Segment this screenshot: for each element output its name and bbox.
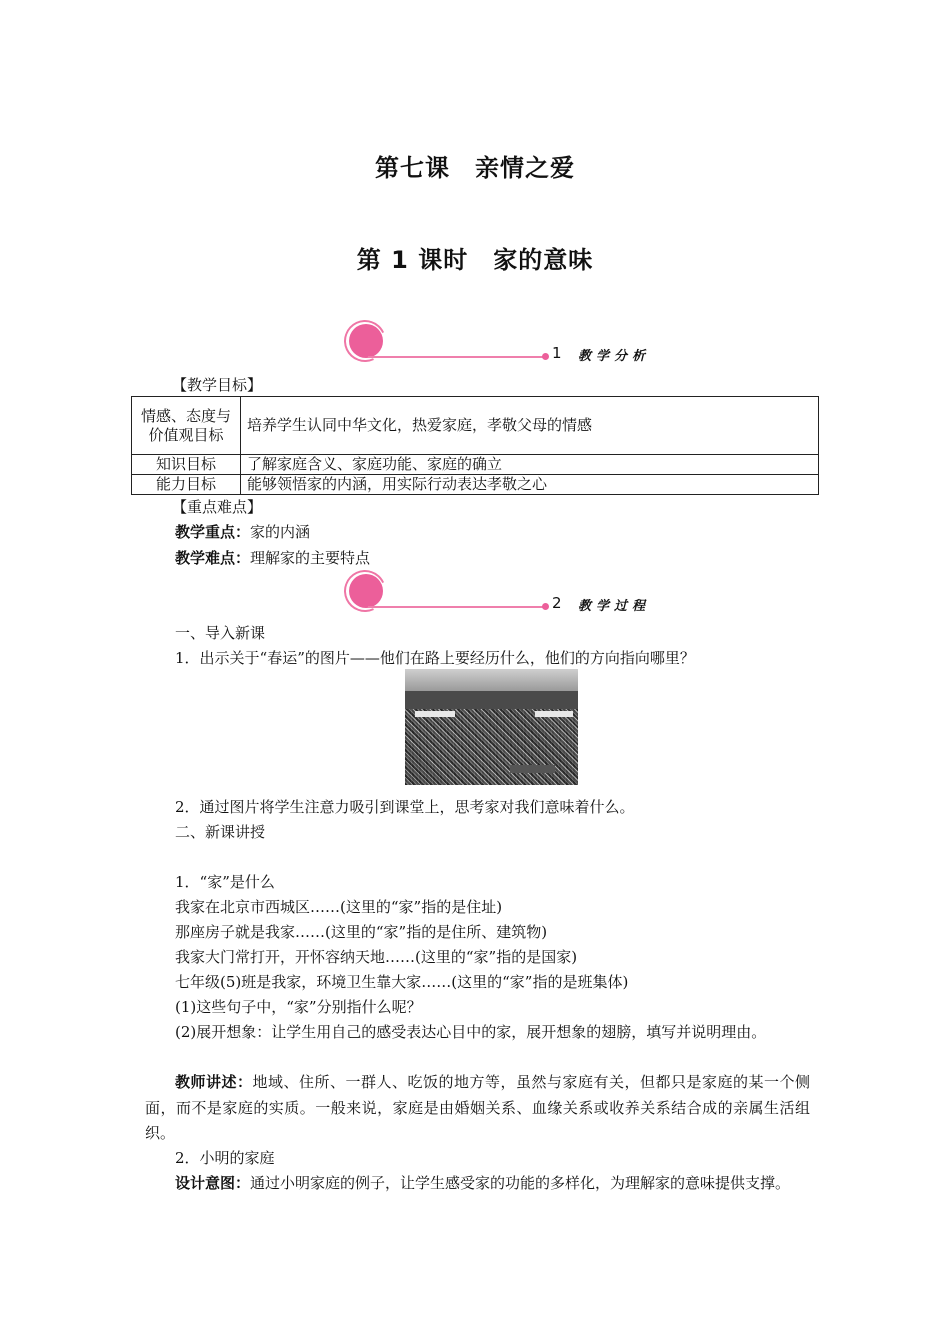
section-banner-analysis xyxy=(340,318,650,368)
teacher-narration xyxy=(145,1070,810,1147)
dot-icon xyxy=(542,353,549,360)
example-line: 我家在北京市西城区……(这里的“家”指的是住址) xyxy=(175,898,503,916)
intro-item-2: 2．通过图片将学生注意力吸引到课堂上，思考家对我们意味着什么。 xyxy=(175,798,635,816)
goal-value: 能够领悟家的内涵，用实际行动表达孝敬之心 xyxy=(241,475,819,495)
banner-label: 教学过程 xyxy=(578,599,651,614)
goals-table xyxy=(131,396,819,495)
banner-line xyxy=(368,606,544,608)
focus-text: 家的内涵 xyxy=(250,523,311,541)
banner-number: 1 xyxy=(552,344,562,362)
goal-value: 培养学生认同中华文化，热爱家庭，孝敬父母的情感 xyxy=(241,397,819,455)
keypoints-heading: 【重点难点】 xyxy=(172,498,263,516)
lesson-title: 第七课 亲情之爱 xyxy=(375,154,575,182)
question-2: (2)展开想象：让学生用自己的感受表达心目中的家，展开想象的翅膀，填写并说明理由。 xyxy=(175,1023,767,1041)
period-title: 第 1 课时 家的意味 xyxy=(356,246,594,274)
banner-number: 2 xyxy=(552,594,562,612)
goals-heading: 【教学目标】 xyxy=(172,376,263,394)
dot-icon xyxy=(542,603,549,610)
goal-key: 知识目标 xyxy=(132,455,241,475)
table-row xyxy=(132,455,819,475)
goal-value: 了解家庭含义、家庭功能、家庭的确立 xyxy=(241,455,819,475)
section-banner-process xyxy=(340,568,650,618)
section-new-lesson: 二、新课讲授 xyxy=(175,823,266,841)
design-label: 设计意图： xyxy=(175,1174,251,1192)
table-row xyxy=(132,475,819,495)
example-line: 那座房子就是我家……(这里的“家”指的是住所、建筑物) xyxy=(175,923,548,941)
example-line: 我家大门常打开，开怀容纳天地……(这里的“家”指的是国家) xyxy=(175,948,578,966)
difficulty-text: 理解家的主要特点 xyxy=(250,549,371,567)
question-1: (1)这些句子中，“家”分别指什么呢？ xyxy=(175,998,422,1016)
spring-festival-crowd-image xyxy=(405,669,578,785)
goal-key: 情感、态度与价值观目标 xyxy=(132,397,241,455)
circle-icon xyxy=(349,324,383,358)
table-row xyxy=(132,397,819,455)
intro-item-1: 1．出示关于“春运”的图片——他们在路上要经历什么，他们的方向指向哪里？ xyxy=(175,649,695,667)
design-intent xyxy=(145,1171,810,1197)
difficulty-label: 教学难点： xyxy=(175,549,251,567)
teacher-text: 地域、住所、一群人、吃饭的地方等，虽然与家庭有关，但都只是家庭的某一个侧面，而不是家庭的实质。一般来说，家庭是由婚姻关系、血缘关系或收养关系结合成的亲属生活组织。 xyxy=(145,1073,810,1142)
banner-line xyxy=(368,356,544,358)
banner-label: 教学分析 xyxy=(578,349,651,364)
teacher-label: 教师讲述： xyxy=(175,1073,253,1091)
section-intro: 一、导入新课 xyxy=(175,624,266,642)
subsection-what-is-home: 1．“家”是什么 xyxy=(175,873,275,891)
subsection-xiaoming-family: 2．小明的家庭 xyxy=(175,1149,275,1167)
design-text: 通过小明家庭的例子，让学生感受家的功能的多样化，为理解家的意味提供支撑。 xyxy=(250,1174,791,1192)
teaching-focus xyxy=(175,520,310,545)
example-line: 七年级(5)班是我家，环境卫生靠大家……(这里的“家”指的是班集体) xyxy=(175,973,629,991)
goal-key: 能力目标 xyxy=(132,475,241,495)
focus-label: 教学重点： xyxy=(175,523,251,541)
circle-icon xyxy=(349,574,383,608)
